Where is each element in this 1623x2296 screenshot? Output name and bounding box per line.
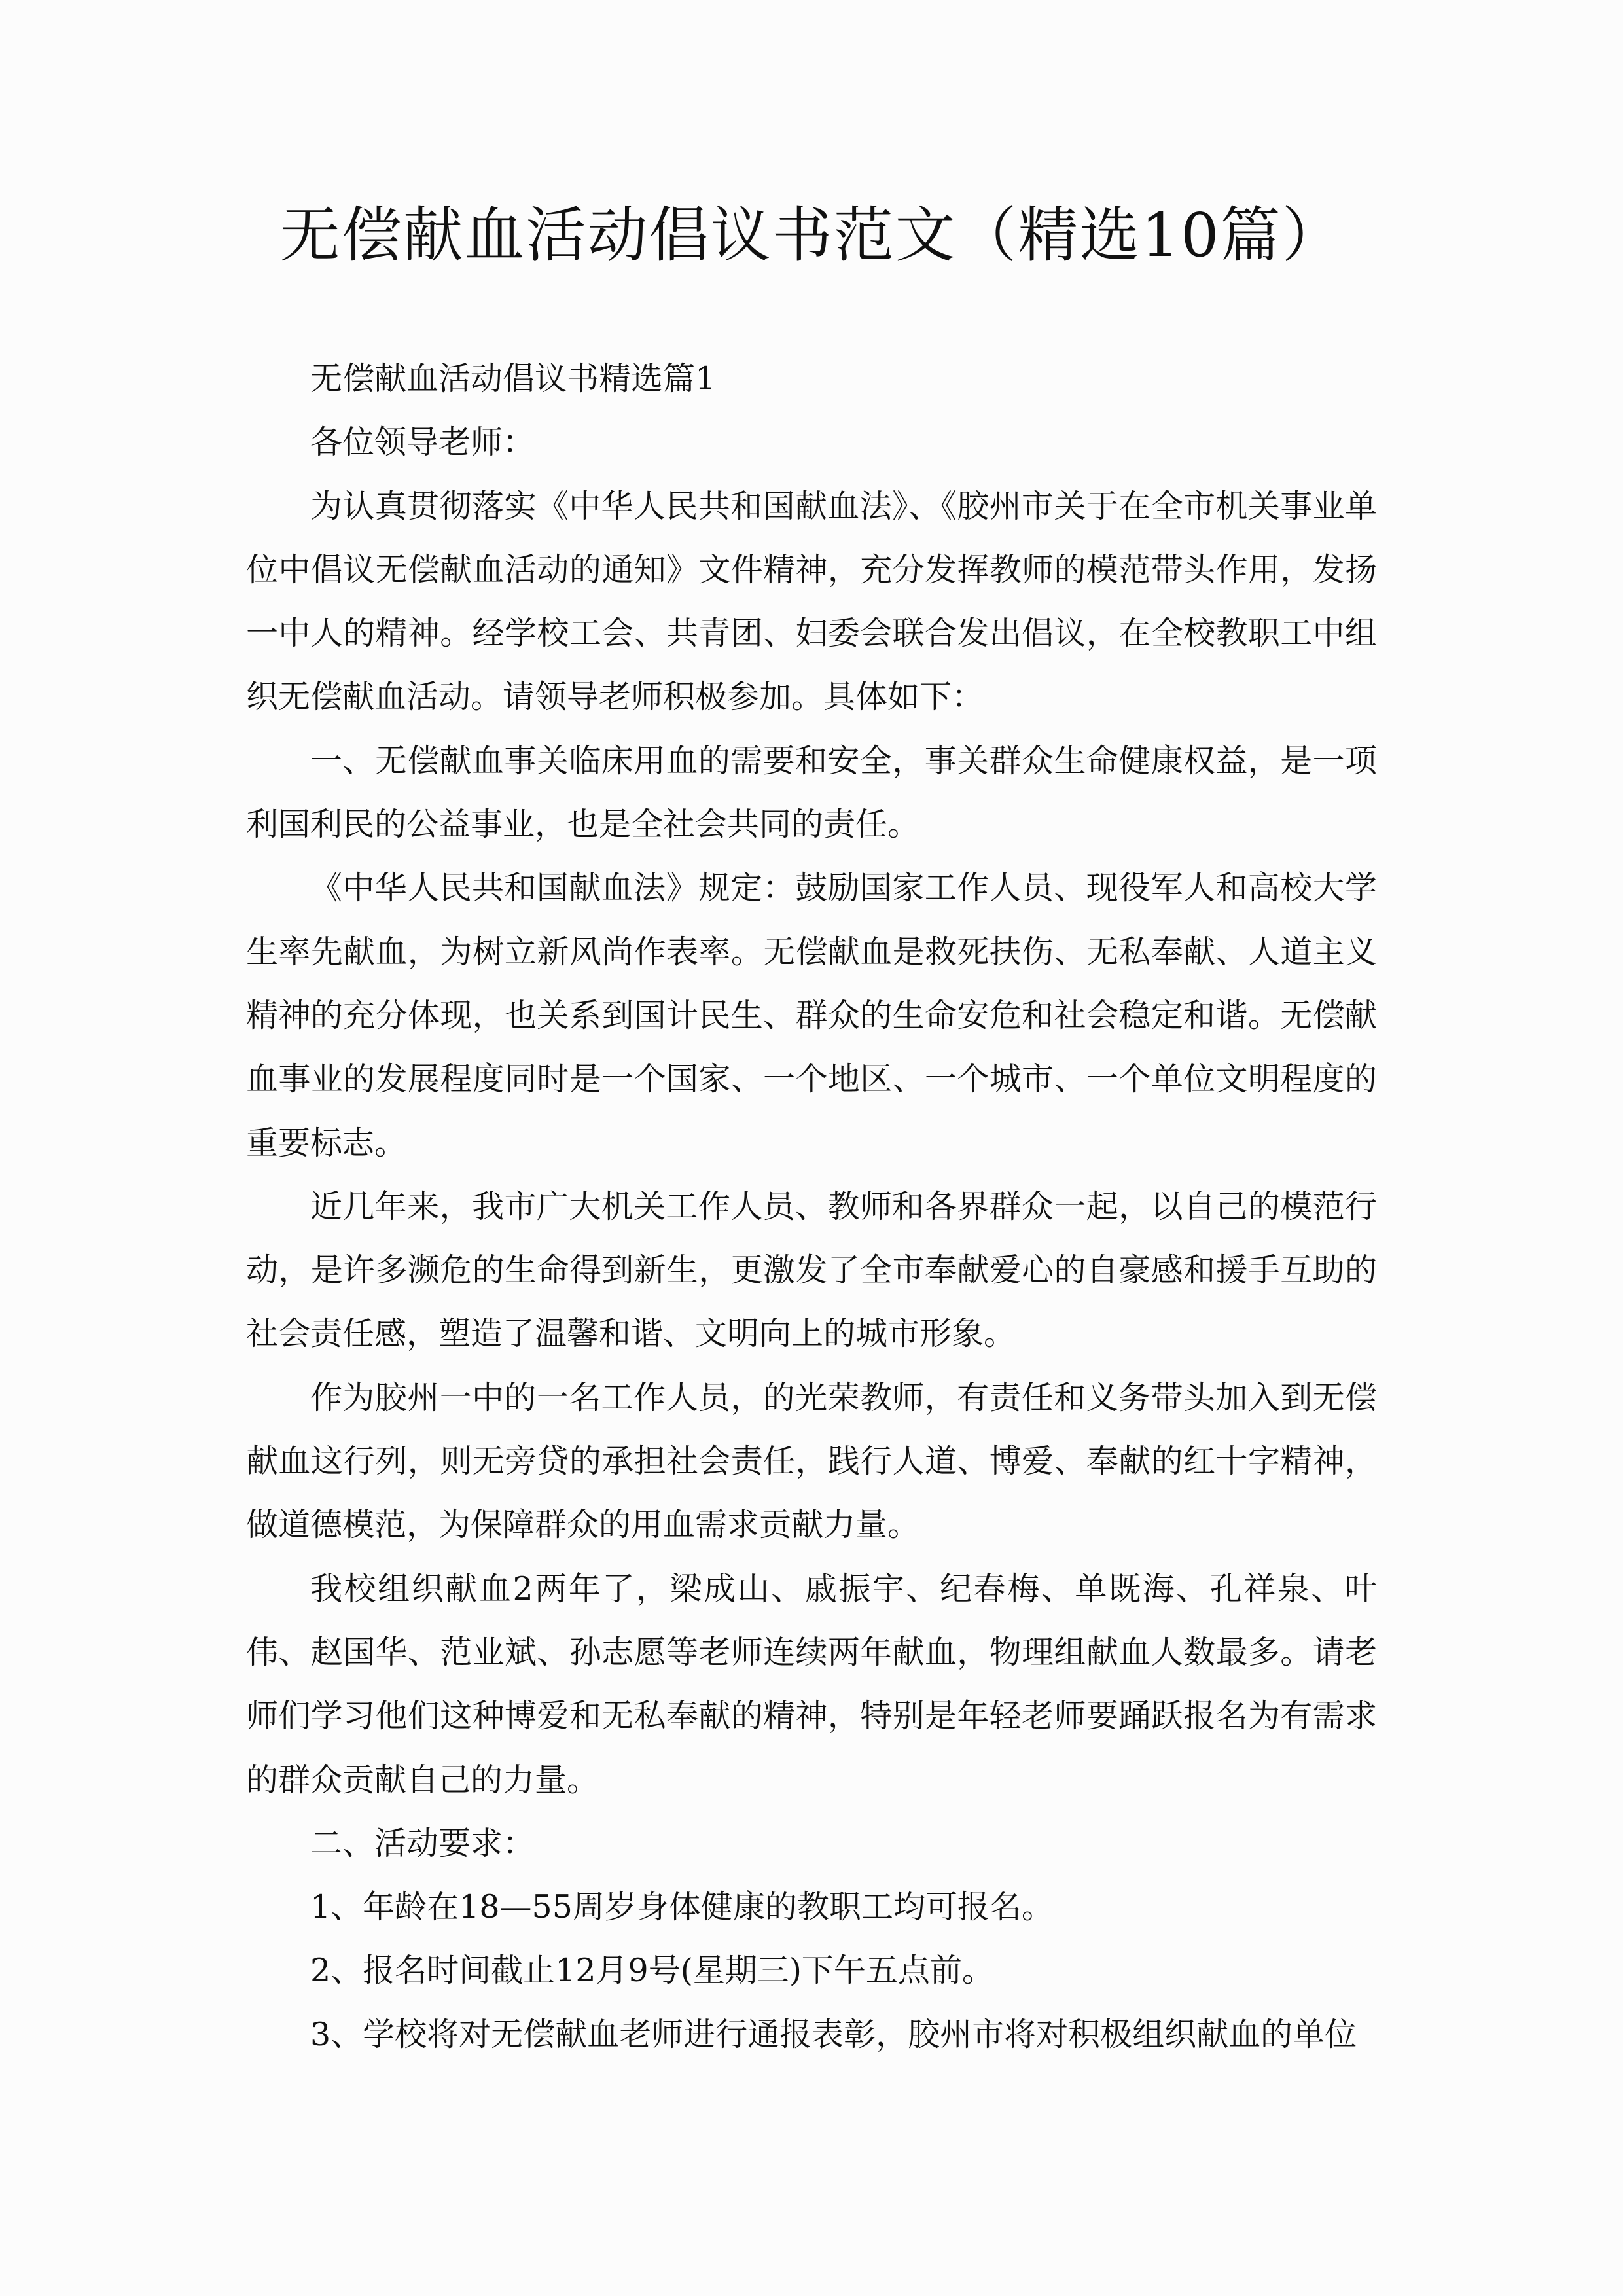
body-paragraph: 我校组织献血2两年了，梁成山、戚振宇、纪春梅、单既海、孔祥泉、叶伟、赵国华、范业斌、孙志愿等老师连续两年献血，物理组献血人数最多。请老师们学习他们这种博爱和无私奉献的精神，特别是年轻老师要踊跃报名为有需求的群众贡献自己的力量。 (246, 1570, 1377, 1799)
document-title: 无偿献血活动倡议书范文（精选10篇） (279, 200, 1344, 270)
body-paragraph: 为认真贯彻落实《中华人民共和国献血法》、《胶州市关于在全市机关事业单位中倡议无偿献血活动的通知》文件精神，充分发挥教师的模范带头作用，发扬一中人的精神。经学校工会、共青团、妇委会联合发出倡议，在全校教职工中组织无偿献血活动。请领导老师积极参加。具体如下： (246, 487, 1377, 716)
body-paragraph: 作为胶州一中的一名工作人员，的光荣教师，有责任和义务带头加入到无偿献血这行列，则无旁贷的承担社会责任，践行人道、博爱、奉献的红十字精神，做道德模范，为保障群众的用血需求贡献力量。 (246, 1378, 1377, 1544)
list-item: 3、学校将对无偿献血老师进行通报表彰，胶州市将对积极组织献血的单位 (310, 2015, 1357, 2053)
body-paragraph: 一、无偿献血事关临床用血的需要和安全，事关群众生命健康权益，是一项利国利民的公益事业，也是全社会共同的责任。 (246, 742, 1377, 844)
salutation: 各位领导老师： (310, 423, 535, 461)
body-paragraph: 《中华人民共和国献血法》规定：鼓励国家工作人员、现役军人和高校大学生率先献血，为树立新风尚作表率。无偿献血是救死扶伤、无私奉献、人道主义精神的充分体现，也关系到国计民生、群众的生命安危和社会稳定和谐。无偿献血事业的发展程度同时是一个国家、一个地区、一个城市、一个单位文明程度的重要标志。 (246, 869, 1377, 1162)
document-body (246, 347, 1377, 2066)
subsection-heading: 二、活动要求： (310, 1824, 535, 1862)
body-paragraph: 近几年来，我市广大机关工作人员、教师和各界群众一起，以自己的模范行动，是许多濒危的生命得到新生，更激发了全市奉献爱心的自豪感和援手互助的社会责任感，塑造了温馨和谐、文明向上的城市形象。 (246, 1187, 1377, 1353)
section-heading: 无偿献血活动倡议书精选篇1 (310, 360, 716, 397)
list-item: 1、年龄在18—55周岁身体健康的教职工均可报名。 (310, 1888, 1054, 1926)
list-item: 2、报名时间截止12月9号(星期三)下午五点前。 (310, 1952, 994, 1990)
